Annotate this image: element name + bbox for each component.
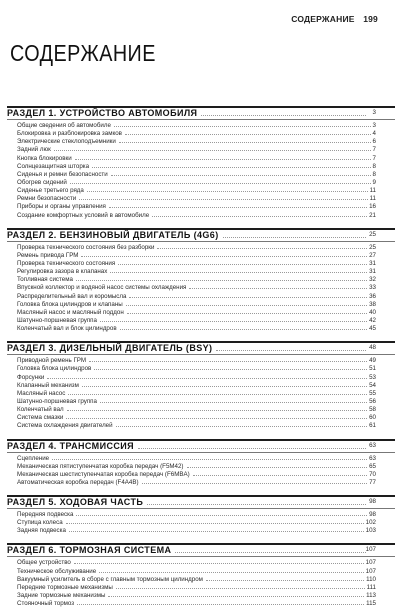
toc-entry-page: 7: [372, 146, 376, 154]
leader-dots: [76, 515, 367, 516]
section-leader-dots: [175, 552, 366, 553]
toc-entry[interactable]: [0, 301, 401, 309]
toc-entry[interactable]: [0, 463, 401, 471]
section-page: 25: [369, 230, 376, 238]
section-title: РАЗДЕЛ 5. ХОДОВАЯ ЧАСТЬ: [7, 497, 144, 508]
leader-dots: [193, 475, 367, 476]
leader-dots: [66, 418, 367, 419]
toc-section: [0, 228, 401, 334]
toc-entry[interactable]: [0, 559, 401, 567]
toc-entry[interactable]: [0, 455, 401, 463]
leader-dots: [152, 216, 367, 217]
toc-entry[interactable]: [0, 179, 401, 187]
toc-entry-page: 111: [366, 583, 376, 591]
leader-dots: [206, 580, 364, 581]
toc-entry-page: 31: [369, 268, 376, 276]
toc-entry-page: 31: [369, 259, 376, 267]
toc-entry-title: Распределительный вал и коромысла: [17, 292, 127, 300]
leader-dots: [100, 321, 367, 322]
toc-entry-page: 3: [372, 122, 376, 129]
toc-entry-title: Система охлаждения двигателей: [17, 422, 113, 430]
toc-entry-page: 107: [365, 567, 376, 575]
leader-dots: [47, 378, 367, 379]
toc-entry[interactable]: [0, 309, 401, 317]
leader-dots: [87, 191, 368, 192]
leader-dots: [116, 588, 365, 589]
toc-entry-title: Ремни безопасности: [17, 195, 77, 203]
toc-entry[interactable]: [0, 357, 401, 365]
section-title: РАЗДЕЛ 2. БЕНЗИНОВЫЙ ДВИГАТЕЛЬ (4G6): [7, 229, 219, 240]
toc-entry-page: 9: [372, 178, 376, 186]
toc-entry[interactable]: [0, 276, 401, 284]
section-rule-bottom: [7, 241, 395, 242]
toc-entry-title: Шатунно-поршневая группа: [17, 316, 97, 324]
toc-entry-title: Автоматическая коробка передач (F4A4B): [17, 478, 139, 486]
toc-entry[interactable]: [0, 519, 401, 527]
section-leader-dots: [147, 504, 366, 505]
toc-entry-title: Электрические стеклоподъемники: [17, 138, 116, 146]
toc-entry-title: Ремень привода ГРМ: [17, 251, 79, 259]
leader-dots: [157, 248, 367, 249]
section-rule-bottom: [7, 354, 395, 355]
toc-entry-title: Топливная система: [17, 276, 73, 284]
toc-entry-page: 45: [369, 325, 376, 333]
leader-dots: [52, 459, 367, 460]
toc-section: [0, 495, 401, 535]
toc-section: [0, 543, 401, 608]
toc-entry-page: 8: [372, 170, 376, 178]
toc-entry-page: 51: [369, 365, 376, 373]
leader-dots: [100, 402, 367, 403]
toc-entry[interactable]: [0, 284, 401, 292]
section-entries: [0, 122, 401, 220]
section-title: РАЗДЕЛ 6. ТОРМОЗНАЯ СИСТЕМА: [7, 545, 172, 556]
toc-entry-page: 102: [365, 519, 376, 527]
toc-entry[interactable]: [0, 171, 401, 179]
toc-entry-page: 55: [369, 389, 376, 397]
leader-dots: [120, 329, 368, 330]
toc-entry-title: Передняя подвеска: [17, 511, 74, 519]
section-title: РАЗДЕЛ 1. УСТРОЙСТВО АВТОМОБИЛЯ: [7, 108, 198, 118]
toc-entry-title: Проверка технического состояния без разборки: [17, 243, 155, 251]
toc-entry-title: Стояночный тормоз: [17, 600, 75, 608]
toc-entry-page: 38: [369, 300, 376, 308]
leader-dots: [119, 142, 371, 143]
toc-entry-page: 103: [365, 527, 376, 535]
toc-entry-title: Задняя подвеска: [17, 527, 66, 535]
toc-entry[interactable]: [0, 568, 401, 576]
toc-entry-title: Задний люк: [17, 146, 51, 154]
toc-entry-title: Сиденье третьего ряда: [17, 187, 84, 195]
toc-entry[interactable]: [0, 584, 401, 592]
toc-entry[interactable]: [0, 155, 401, 163]
toc-entry-title: Механическая шестиступенчатая коробка передач (F6MBA): [17, 470, 190, 478]
toc-entry-page: 7: [372, 154, 376, 162]
toc-entry[interactable]: [0, 479, 401, 487]
leader-dots: [94, 369, 367, 370]
toc-entry-page: 11: [369, 187, 376, 195]
leader-dots: [70, 183, 371, 184]
toc-entry-page: 8: [372, 162, 376, 170]
leader-dots: [99, 572, 363, 573]
section-heading: [7, 106, 395, 120]
toc-entry-page: 16: [369, 203, 376, 211]
leader-dots: [111, 175, 371, 176]
toc-entry[interactable]: [0, 195, 401, 203]
page-number: 199: [363, 14, 378, 24]
toc-entry-page: 32: [369, 276, 376, 284]
leader-dots: [75, 159, 371, 160]
toc-section: [0, 106, 401, 220]
toc-entry[interactable]: [0, 471, 401, 479]
section-page: 48: [369, 344, 376, 352]
toc-entry-title: Кнопка блокировки: [17, 154, 72, 162]
toc-entry[interactable]: [0, 317, 401, 325]
toc-section: [0, 439, 401, 488]
section-page: 107: [365, 546, 376, 554]
section-rule-bottom: [7, 508, 395, 509]
toc-entry-title: Форсунки: [17, 373, 45, 381]
leader-dots: [74, 563, 364, 564]
leader-dots: [68, 394, 367, 395]
toc-entry-title: Общие сведения об автомобиле: [17, 122, 111, 129]
leader-dots: [187, 467, 368, 468]
toc-entry-title: Блокировка и разблокировка замков: [17, 130, 122, 138]
leader-dots: [189, 288, 367, 289]
toc-entry-page: 63: [369, 454, 376, 462]
toc-entry[interactable]: [0, 146, 401, 154]
leader-dots: [126, 305, 367, 306]
section-leader-dots: [216, 350, 366, 351]
leader-dots: [76, 280, 367, 281]
toc-entry-title: Приборы и органы управления: [17, 203, 106, 211]
section-entries: [0, 455, 401, 488]
toc-entry-title: Передние тормозные механизмы: [17, 583, 113, 591]
leader-dots: [82, 386, 367, 387]
leader-dots: [127, 313, 367, 314]
toc-entry-page: 54: [369, 381, 376, 389]
toc-entry-page: 58: [369, 406, 376, 414]
toc-entry[interactable]: [0, 138, 401, 146]
section-heading: [7, 341, 395, 355]
toc-entry-page: 11: [369, 195, 376, 203]
toc-entry[interactable]: [0, 212, 401, 220]
section-leader-dots: [201, 115, 366, 116]
section-heading: [7, 543, 395, 557]
leader-dots: [114, 126, 371, 127]
toc-entry-title: Вакуумный усилитель в сборе с главным тормозным цилиндром: [17, 575, 203, 583]
toc-entry[interactable]: [0, 268, 401, 276]
section-leader-dots: [223, 237, 366, 238]
toc-entry[interactable]: [0, 163, 401, 171]
toc-entry[interactable]: [0, 374, 401, 382]
toc-entry-page: 77: [369, 478, 376, 486]
toc-entry-page: 110: [366, 575, 376, 583]
toc-entry-title: Масляный насос: [17, 389, 66, 397]
section-heading: [7, 495, 395, 509]
leader-dots: [79, 199, 367, 200]
toc-entry[interactable]: [0, 576, 401, 584]
leader-dots: [77, 604, 364, 605]
toc-entry-title: Головка блока цилиндров: [17, 365, 92, 373]
toc-entry-page: 42: [369, 316, 376, 324]
section-entries: [0, 511, 401, 535]
section-rule-bottom: [7, 119, 395, 120]
toc-entry-page: 56: [369, 397, 376, 405]
section-title: РАЗДЕЛ 3. ДИЗЕЛЬНЫЙ ДВИГАТЕЛЬ (BSY): [7, 343, 213, 354]
toc-entry-title: Сиденья и ремни безопасности: [17, 170, 108, 178]
toc-entry-title: Шатунно-поршневая группа: [17, 397, 97, 405]
toc-entry[interactable]: [0, 422, 401, 430]
toc-entry-title: Механическая пятиступенчатая коробка передач (F5M42): [17, 462, 184, 470]
leader-dots: [116, 426, 368, 427]
section-rule-bottom: [7, 556, 395, 557]
toc-entry[interactable]: [0, 390, 401, 398]
leader-dots: [92, 167, 370, 168]
toc-entry-page: 40: [369, 308, 376, 316]
leader-dots: [67, 410, 367, 411]
toc-entry[interactable]: [0, 398, 401, 406]
toc-entry-title: Коленчатый вал и блок цилиндров: [17, 325, 117, 333]
toc-entry-title: Задние тормозные механизмы: [17, 592, 106, 600]
toc-entry-title: Клапанный механизм: [17, 381, 79, 389]
toc-entry[interactable]: [0, 122, 401, 130]
section-heading: [7, 439, 395, 453]
toc-entry-title: Коленчатый вал: [17, 406, 64, 414]
toc-entry[interactable]: [0, 293, 401, 301]
toc-entry[interactable]: [0, 600, 401, 608]
toc-entry[interactable]: [0, 130, 401, 138]
section-rule-bottom: [7, 452, 395, 453]
section-leader-dots: [138, 448, 366, 449]
toc-entry-page: 6: [372, 138, 376, 146]
toc-entry-title: Масляный насос и масляный поддон: [17, 308, 124, 316]
toc-entry-title: Общее устройство: [17, 559, 71, 567]
toc-entry[interactable]: [0, 203, 401, 211]
leader-dots: [66, 523, 364, 524]
toc-entry-title: Техническое обслуживание: [17, 567, 97, 575]
toc-entry[interactable]: [0, 260, 401, 268]
leader-dots: [54, 150, 371, 151]
toc-entry[interactable]: [0, 365, 401, 373]
toc-entry-page: 98: [369, 511, 376, 519]
toc-entry-page: 70: [369, 470, 376, 478]
toc-entry-title: Создание комфортных условий в автомобиле: [17, 211, 150, 219]
section-entries: [0, 357, 401, 430]
table-of-contents: [0, 106, 401, 616]
toc-entry-page: 61: [369, 422, 376, 430]
toc-entry-page: 25: [369, 243, 376, 251]
toc-entry-title: Проверка технического состояния: [17, 259, 116, 267]
leader-dots: [142, 483, 368, 484]
section-title: РАЗДЕЛ 4. ТРАНСМИССИЯ: [7, 440, 134, 451]
section-heading: [7, 228, 395, 242]
leader-dots: [89, 361, 367, 362]
toc-entry[interactable]: [0, 325, 401, 333]
toc-entry[interactable]: [0, 406, 401, 414]
toc-entry-page: 115: [366, 600, 376, 608]
page-title: СОДЕРЖАНИЕ: [10, 40, 156, 66]
toc-section: [0, 341, 401, 430]
toc-entry[interactable]: [0, 382, 401, 390]
toc-entry-page: 27: [369, 251, 376, 259]
toc-entry-page: 113: [366, 592, 376, 600]
toc-entry[interactable]: [0, 244, 401, 252]
leader-dots: [110, 272, 367, 273]
toc-entry-title: Головка блока цилиндров и клапаны: [17, 300, 123, 308]
leader-dots: [69, 531, 364, 532]
toc-entry-title: Система смазки: [17, 414, 64, 422]
leader-dots: [125, 134, 371, 135]
toc-entry-page: 36: [369, 292, 376, 300]
toc-entry-title: Впускной коллектор и водяной насос системы охлаждения: [17, 284, 187, 292]
section-page: 3: [372, 109, 376, 116]
running-header-label: СОДЕРЖАНИЕ: [291, 14, 355, 24]
toc-entry-title: Приводной ремень ГРМ: [17, 357, 87, 365]
leader-dots: [81, 256, 367, 257]
leader-dots: [118, 264, 367, 265]
toc-entry-title: Сцепление: [17, 454, 50, 462]
toc-entry[interactable]: [0, 511, 401, 519]
toc-entry[interactable]: [0, 414, 401, 422]
toc-entry[interactable]: [0, 527, 401, 535]
toc-entry-page: 65: [369, 462, 376, 470]
toc-entry-page: 21: [369, 211, 376, 219]
leader-dots: [108, 596, 364, 597]
toc-entry-page: 4: [372, 130, 376, 138]
toc-entry-page: 33: [369, 284, 376, 292]
toc-entry-page: 53: [369, 373, 376, 381]
toc-entry[interactable]: [0, 592, 401, 600]
toc-entry-title: Регулировка зазора в клапанах: [17, 268, 108, 276]
toc-entry-title: Ступица колеса: [17, 519, 63, 527]
toc-entry-page: 60: [369, 414, 376, 422]
toc-entry-title: Обогрев сидений: [17, 178, 67, 186]
leader-dots: [109, 207, 367, 208]
toc-entry[interactable]: [0, 252, 401, 260]
section-page: 63: [369, 441, 376, 449]
toc-entry-page: 49: [369, 357, 376, 365]
toc-entry-page: 107: [365, 559, 376, 567]
running-header: [291, 14, 378, 24]
section-page: 98: [369, 498, 376, 506]
section-entries: [0, 244, 401, 334]
section-entries: [0, 559, 401, 608]
toc-entry-title: Солнцезащитная шторка: [17, 162, 90, 170]
toc-entry[interactable]: [0, 187, 401, 195]
leader-dots: [129, 297, 367, 298]
